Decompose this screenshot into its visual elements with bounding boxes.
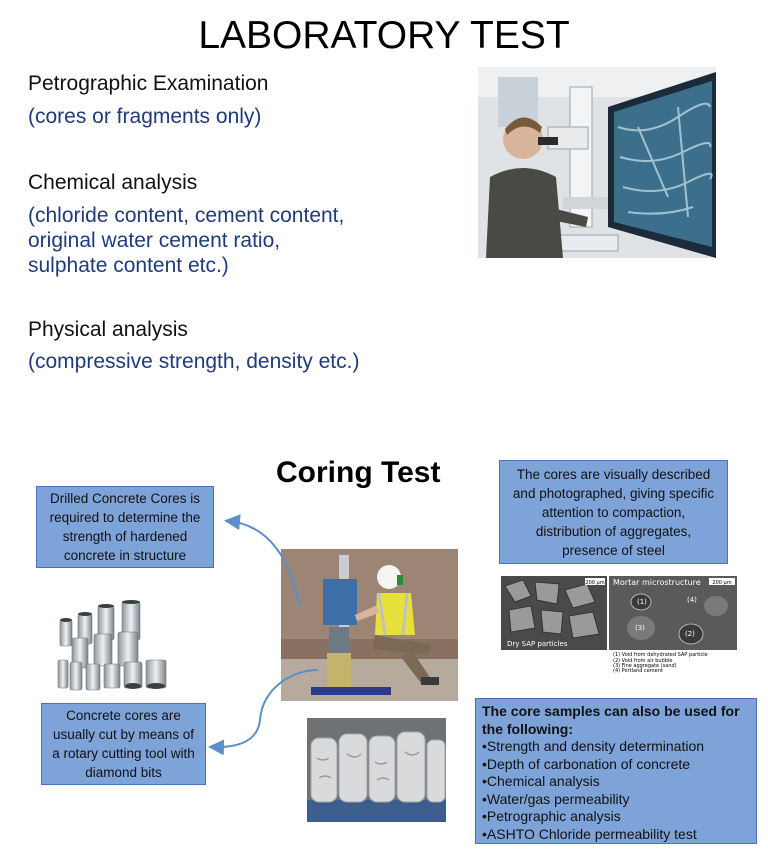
micrograph-mark: (4) [687, 596, 697, 604]
coring-test-title: Coring Test [276, 456, 441, 489]
micrograph-legend-item: (4) Portland cement [613, 668, 663, 674]
micrograph-legend-item: (2) Void from air bubble [613, 658, 673, 664]
core-uses-heading: The core samples can also be used for the following: [482, 703, 740, 737]
test-heading-physical: Physical analysis [28, 318, 188, 341]
micrograph-left-label: Dry SAP particles [507, 640, 568, 648]
page-title: LABORATORY TEST [198, 14, 570, 57]
core-use-item: • Chemical analysis [482, 773, 750, 791]
core-use-item: • Depth of carbonation of concrete [482, 756, 750, 774]
core-use-item: • Strength and density determination [482, 738, 750, 756]
test-heading-petrographic: Petrographic Examination [28, 72, 269, 95]
micrograph-scale-left: 200 µm [585, 580, 605, 586]
test-detail-physical: (compressive strength, density etc.) [28, 350, 360, 373]
test-detail-chemical-2: original water cement ratio, [28, 229, 281, 252]
micrograph-mark: (3) [635, 624, 645, 632]
core-use-item: • Petrographic analysis [482, 808, 750, 826]
micrograph-legend-item: (1) Void from dehydrated SAP particle [613, 652, 708, 658]
cutting-tool-text: Concrete cores are usually cut by means of a rotary cutting tool with diamond bits [52, 708, 195, 780]
micrograph-mark: (2) [685, 630, 695, 638]
test-detail-petrographic: (cores or fragments only) [28, 105, 262, 128]
core-use-item: • ASHTO Chloride permeability test [482, 826, 750, 844]
micrograph-legend-item: (3) Fine aggregate (sand) [613, 663, 677, 669]
core-use-item: • Water/gas permeability [482, 791, 750, 809]
micrograph-mark: (1) [637, 598, 647, 606]
test-detail-chemical-3: sulphate content etc.) [28, 254, 229, 277]
drilled-cores-text: Drilled Concrete Cores is required to determine the strength of hardened concrete in structure [49, 491, 201, 563]
test-heading-chemical: Chemical analysis [28, 171, 198, 194]
test-detail-chemical-1: (chloride content, cement content, [28, 204, 345, 227]
micrograph-scale-right: 200 µm [712, 580, 732, 586]
arrow-to-cutting-box [212, 670, 318, 747]
visual-description-text: The cores are visually described and photographed, giving specific attention to compaction, distribution of aggregates, presence of steel [512, 466, 715, 558]
arrow-to-drilled-box [228, 521, 300, 606]
micrograph-right-label: Mortar microstructure [613, 578, 701, 587]
